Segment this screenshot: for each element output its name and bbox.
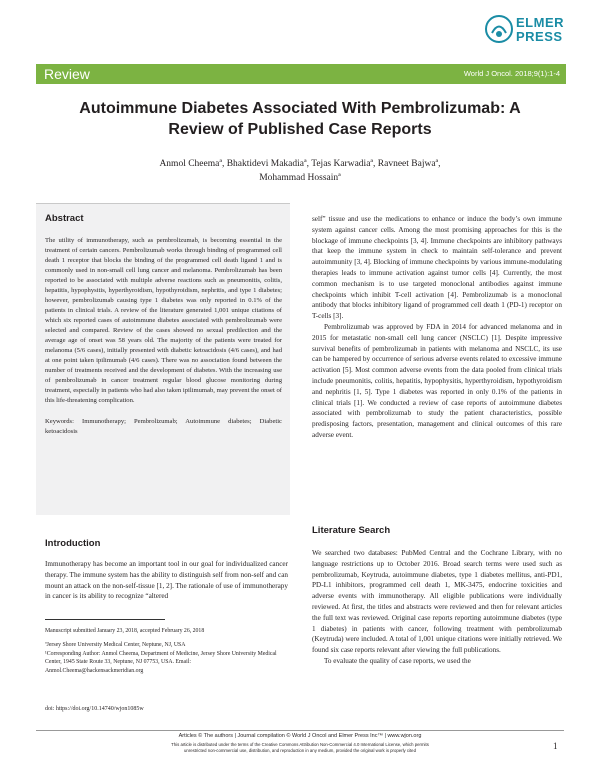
abstract-box	[36, 203, 290, 515]
abstract-heading: Abstract	[45, 213, 84, 224]
footer-copyright: Articles © The authors | Journal compilation © World J Oncol and Elmer Press Inc™ | www.wjon.org	[178, 733, 422, 739]
footer-license-line-1: This article is distributed under the terms of the Creative Commons Attribution Non-Commercial 4.0 International License, which permits	[171, 742, 429, 747]
footer-divider	[36, 730, 564, 731]
article-type-tag: Review	[44, 66, 90, 82]
keywords-list: Immunotherapy; Pembrolizumab; Autoimmune diabetes; Diabetic ketoacidosis	[45, 418, 282, 435]
introduction-heading: Introduction	[45, 538, 101, 549]
journal-citation: World J Oncol. 2018;9(1):1-4	[463, 69, 560, 78]
abstract-text: The utility of immunotherapy, such as pembrolizumab, is becoming essential in the treatment of certain cancers. Pembrolizumab works through binding of programmed cell death 1 receptor that blocks the binding of the programmed cell death ligand 1 and is commonly used in non-small cell lung cancer and melanoma. Pembrolizumab has been reported to be associated with multiple adverse reactions such as pneumonitis, colitis, hepatitis, hypophysitis, hyperthyroidism, hypothyroidism, nephritis, and type 1 diabetes; however, pembrolizumab causing type 1 diabetes was only reported in 0.1% of the patients in clinical trials. A review of the literature generated 1,001 unique citations of which six reported cases of autoimmune diabetes associated with pembrolizumab were selected and compared. Review of the cases showed no sexual predilection and the average age of onset was 58 years old. The majority of the patients were treated for melanoma (5/6 cases), initially presented with diabetic ketoacidosis (4/6 cases), and had at one point taken ipilimumab (4/6 cases). There was no association found between the number of treatments received and the development of diabetes. With the increasing use of pembrolizumab in cancer treatment regular blood glucose monitoring during treatment, especially in patients who had also taken ipilimumab, may prevent the onset of this life-threatening complication.	[45, 237, 282, 404]
publisher-name-line1: ELMER	[516, 15, 564, 30]
journal-header-bar	[36, 64, 566, 84]
author-line-1: Anmol Cheemaª, Bhaktidevi Makadiaª, Tejas Karwadiaª, Ravneet Bajwaª,	[159, 159, 441, 169]
corresponding-author: ¹Corresponding Author: Anmol Cheema, Department of Medicine, Jersey Shore University Medical Center, 1945 State Route 33, Neptune, NJ 07753, USA. Email: Anmol.Cheema@hackensackmeridian.org	[45, 650, 277, 675]
article-title: Autoimmune Diabetes Associated With Pembrolizumab: A Review of Published Case Reports	[79, 100, 521, 138]
page-number: 1	[553, 741, 558, 751]
elmer-press-emblem-icon	[484, 14, 514, 44]
intro-continuation: self” tissue and use the medications to enhance or induce the body’s own immune system against cancer cells. Among the most promising approaches for this is the blockage of immune checkpoints [3, 4]. Immune checkpoints are inhibitory pathways that keep the immune system in check to maintain self-tolerance and prevent autoimmunity [3, 4]. Blocking of immune checkpoints by various immune-modulating therapies leads to immune activation against tumor cells [4]. Currently, the most common mechanism is to use targeted monoclonal antibodies against immune checkpoints which inhibit T-cell activation [4]. Pembrolizumab is a monoclonal antibody that blocks inhibitory ligand of programmed cell death 1 (PD-1) receptor on T-cells [3].	[312, 215, 562, 321]
author-line-2: Mohammad Hossainª	[259, 173, 341, 183]
literature-search-heading: Literature Search	[312, 525, 391, 536]
affiliation: ªJersey Shore University Medical Center, Neptune, NJ, USA	[45, 641, 186, 648]
introduction-text: Immunotherapy has become an important tool in our goal for individualized cancer therapy. The immune system has the ability to distinguish self from non-self and can mount an attack on the non-self-tissue [1, 2]. The rationale of use of immunotherapy in cancer is its ability to recognize “altered	[45, 560, 288, 601]
footnotes	[45, 627, 288, 676]
literature-search-body	[312, 548, 562, 667]
publisher-logo	[484, 8, 594, 56]
footer-license-line-2: unrestricted non-commercial use, distribution, and reproduction in any medium, provided the original work is properly cited	[184, 748, 416, 753]
keywords	[45, 417, 282, 437]
literature-search-paragraph-1: We searched two databases: PubMed Central and the Cochrane Library, with no language restrictions up to October 2016. Broad search terms were used such as pembrolizumab, Keytruda, autoimmune diabetes, type 1 diabetes mellitus, anti-PD1, PD-L1 inhibitors, programmed cell death 1, MK-3475, endocrine toxicities and adverse events with immunotherapy. All eligible publications were individually reviewed. At first, the titles and abstracts were reviewed and then for relevant articles the full text was reviewed. Original case reports reporting autoimmune diabetes (type 1 diabetes) in patients with cancer, following treatment with pembrolizumab (Keytruda) were included. A total of 1,001 unique citations were initially retrieved. We found six case reports relevant after viewing the full publications.	[312, 549, 562, 655]
keywords-label: Keywords:	[45, 418, 74, 425]
doi-link[interactable]: doi: https://doi.org/10.14740/wjon1085w	[45, 706, 144, 712]
literature-search-paragraph-2: To evaluate the quality of case reports, we used the	[324, 656, 471, 665]
right-column-body	[312, 214, 562, 441]
publisher-name-line2: PRESS	[516, 29, 563, 44]
intro-paragraph-2: Pembrolizumab was approved by FDA in 2014 for advanced melanoma and in 2015 for metastatic non-small cell lung cancer (NSCLC) [1]. Despite impressive survival benefits of pembrolizumab in patients with melanoma and NSCLC, its use can be hampered by occurrence of serious adverse events related to excessive immune activation [5]. Most common adverse events from the data pooled from clinical trials include pneumonitis, colitis, hepatitis, hypophysitis, hyperthyroidism, hypothyroidism and nephritis [1, 5]. Type 1 diabetes was reported in only 0.1% of the patients in clinical trials [1]. We conducted a review of case reports of autoimmune diabetes associated with pembrolizumab to study the patient characteristics, possible predisposing factors, presentation, management and clinical outcomes of this rare adverse event.	[312, 322, 562, 439]
manuscript-dates: Manuscript submitted January 23, 2018, accepted February 26, 2018	[45, 628, 205, 634]
author-list	[100, 157, 500, 185]
footnote-divider	[45, 619, 165, 620]
